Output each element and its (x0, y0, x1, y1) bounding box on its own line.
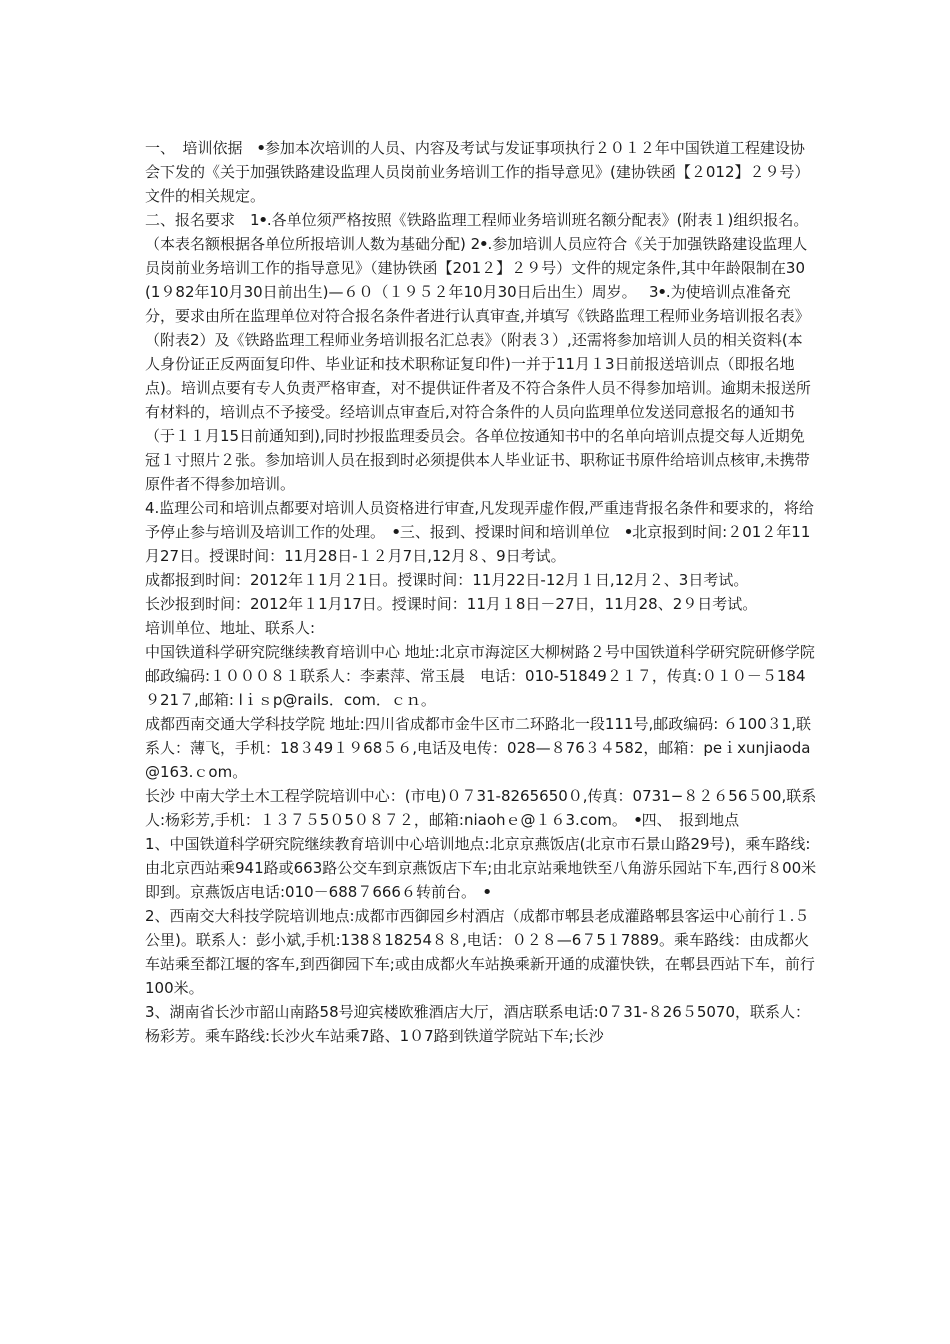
paragraph-beijing-unit: 中国铁道科学研究院继续教育培训中心 地址:北京市海淀区大柳树路２号中国铁道科学研究院研修学院 邮政编码:１０００８１联系人：李素萍、常玉晨 电话：010-51849２１７，传真:０１０－５184９21７,邮箱: lｉｓp@rails．com．ｃｎ。 (145, 643, 815, 709)
paragraph-location-chengdu: 2、西南交大科技学院培训地点:成都市西御园乡村酒店（成都市郫县老成灌路郫县客运中心前行１.５公里)。联系人：彭小斌,手机:138８18254８８,电话：０２８—6７5１7889。乘车路线：由成都火车站乘至都江堰的客车,到西御园下车;或由成都火车站换乘新开通的成灌快铁，在郫县西站下车，前行100米。 (145, 907, 815, 997)
paragraph-changsha-unit: 长沙 中南大学土木工程学院培训中心：(市电)０７31-8265650０,传真：0731−８２６56５00,联系人:杨彩芳,手机：１３７５5０5０８７２，邮箱:niaohｅ@１６3.com。 ꔷ四、 报到地点 (145, 787, 817, 829)
document-body (145, 136, 817, 1048)
paragraph-units-heading: 培训单位、地址、联系人: (145, 619, 316, 637)
paragraph-location-changsha: 3、湖南省长沙市韶山南路58号迎宾楼欧雅酒店大厅，酒店联系电话:0７31-８26５5070，联系人：杨彩芳。乘车路线:长沙火车站乘7路、1０7路到铁道学院站下车;长沙 (145, 1003, 810, 1045)
paragraph-chengdu-schedule: 成都报到时间：2012年１1月２1日。授课时间：11月22日-12月１日,12月２、3日考试。 (145, 571, 749, 589)
paragraph-chengdu-unit: 成都西南交通大学科技学院 地址:四川省成都市金牛区市二环路北一段111号,邮政编码: ６100３1,联系人：薄飞，手机：18３49１９68５６,电话及电传：028—８76３４582，邮箱：peｉxunjiaoda@163.ｃom。 (145, 715, 811, 781)
paragraph-registration-requirements: 二、报名要求 1ꔷ.各单位须严格按照《铁路监理工程师业务培训班名额分配表》(附表１)组织报名。（本表名额根据各单位所报培训人数为基础分配) 2ꔷ.参加培训人员应符合《关于加强铁路建设监理人员岗前业务培训工作的指导意见》（建协铁函【201２】２９号）文件的规定条件,其中年龄限制在30(1９82年10月30日前出生)—６０（１９５２年10月30日后出生）周岁。 3ꔷ.为使培训点准备充分，要求由所在监理单位对符合报名条件者进行认真审查,并填写《铁路监理工程师业务培训报名表》（附表2）及《铁路监理工程师业务培训报名汇总表》（附表３）,还需将参加培训人员的相关资料(本人身份证正反两面复印件、毕业证和技术职称证复印件)一并于11月１3日前报送培训点（即报名地点)。培训点要有专人负责严格审查，对不提供证件者及不符合条件人员不得参加培训。逾期未报送所有材料的，培训点不予接受。经培训点审查后,对符合条件的人员向监理单位发送同意报名的通知书（于１１月15日前通知到),同时抄报监理委员会。各单位按通知书中的名单向培训点提交每人近期免冠１寸照片２张。参加培训人员在报到时必须提供本人毕业证书、职称证书原件给培训点核审,未携带原件者不得参加培训。 (145, 211, 811, 493)
paragraph-qualification-review-and-schedule: 4.监理公司和培训点都要对培训人员资格进行审查,凡发现弄虚作假,严重违背报名条件和要求的，将给予停止参与培训及培训工作的处理。 ꔷ三、报到、授课时间和培训单位 ꔷ北京报到时间:２01２年11月27日。授课时间：11月28日-１２月7日,12月８、9日考试。 (145, 499, 814, 565)
paragraph-changsha-schedule: 长沙报到时间：2012年１1月17日。授课时间：11月１8日－27日，11月28、2９日考试。 (145, 595, 758, 613)
paragraph-training-basis: 一、 培训依据 ꔷ参加本次培训的人员、内容及考试与发证事项执行２０１２年中国铁道工程建设协会下发的《关于加强铁路建设监理人员岗前业务培训工作的指导意见》(建协铁函【２012】２９号）文件的相关规定。 (145, 139, 810, 205)
paragraph-location-beijing: 1、中国铁道科学研究院继续教育培训中心培训地点:北京京燕饭店(北京市石景山路29号)，乘车路线:由北京西站乘941路或663路公交车到京燕饭店下车;由北京站乘地铁至八角游乐园站下车,西行８00米即到。京燕饭店电话:010－688７666６转前台。 ꔷ (145, 835, 817, 901)
